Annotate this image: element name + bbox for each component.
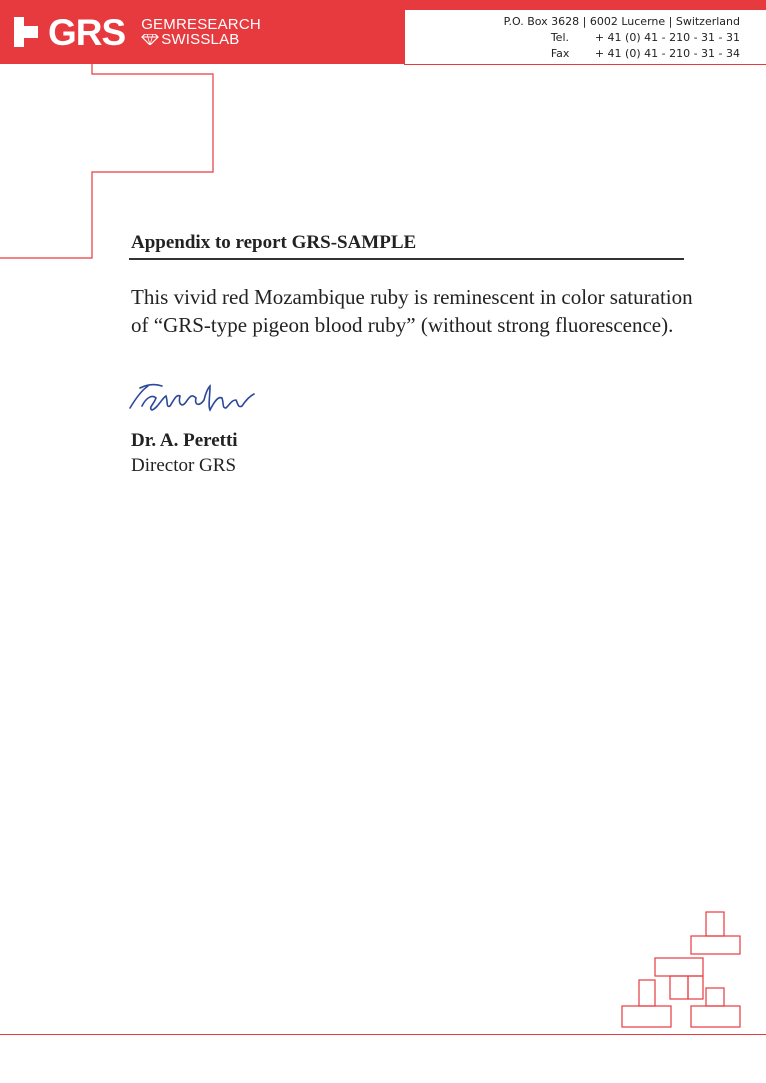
fax-label: Fax xyxy=(550,47,570,60)
logo-text: GRS xyxy=(48,11,126,53)
tel-value: + 41 (0) 41 - 210 - 31 - 31 xyxy=(594,31,740,44)
signer-name: Dr. A. Peretti xyxy=(131,430,238,451)
body-line: of “GRS-type pigeon blood ruby” (without strong fluorescence). xyxy=(131,313,674,337)
tel-label: Tel. xyxy=(550,31,569,44)
handwritten-signature xyxy=(126,378,266,418)
fax-value: + 41 (0) 41 - 210 - 31 - 34 xyxy=(594,47,740,60)
title-divider xyxy=(129,258,684,260)
signer-title: Director GRS xyxy=(131,455,237,476)
logo-sub-line2: SWISSLAB xyxy=(161,31,240,48)
page-title: Appendix to report GRS-SAMPLE xyxy=(131,232,417,253)
logo-sub-line1: GEMRESEARCH xyxy=(141,16,261,33)
footer-divider xyxy=(0,1034,766,1035)
corner-pattern-icon xyxy=(622,912,740,1027)
left-frame-line xyxy=(0,64,213,258)
contact-address: P.O. Box 3628 | 6002 Lucerne | Switzerland xyxy=(503,15,740,28)
body-paragraph xyxy=(131,283,691,339)
body-line: This vivid red Mozambique ruby is reminescent in color saturation xyxy=(131,285,693,309)
